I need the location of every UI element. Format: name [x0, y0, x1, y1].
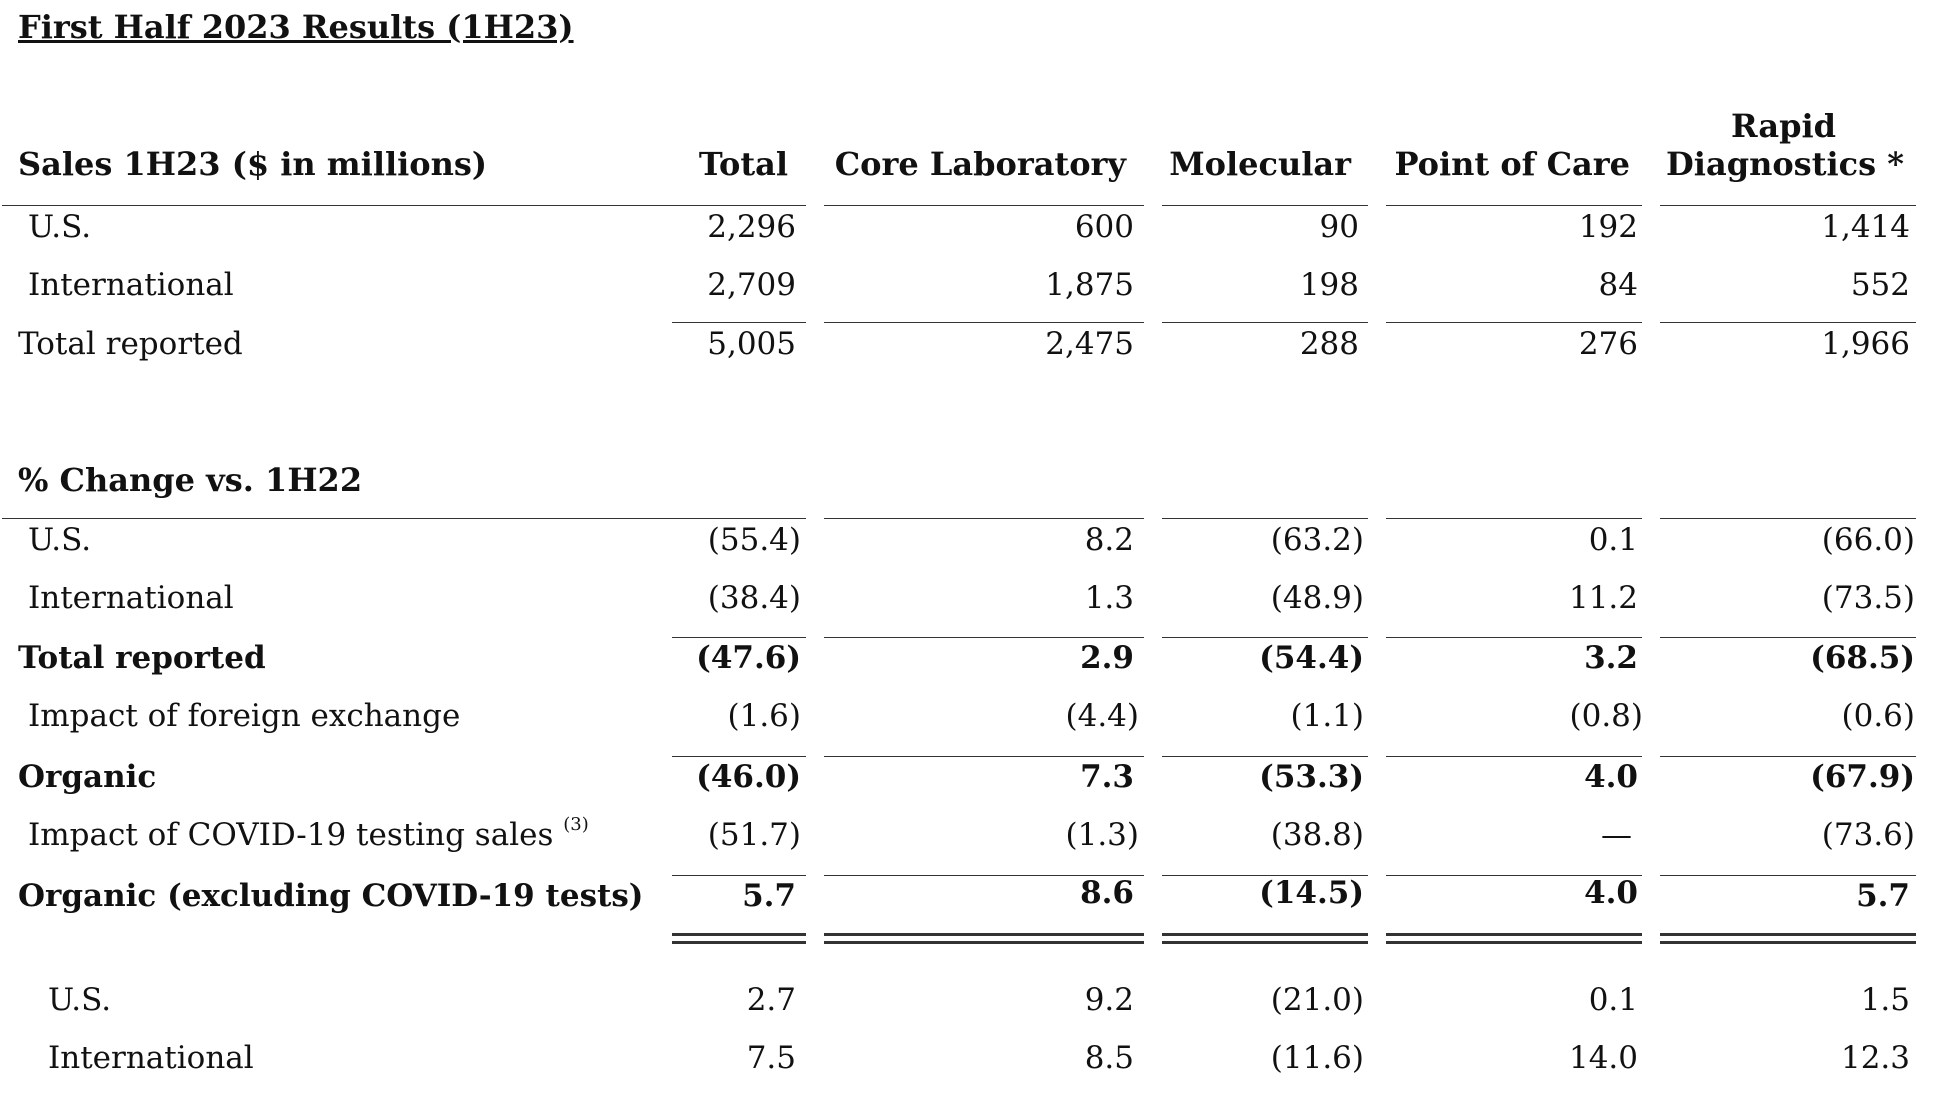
- divider: [1162, 205, 1368, 206]
- cell: 1.5: [1860, 982, 1910, 1018]
- cell: (11.6): [1270, 1040, 1364, 1076]
- divider: [2, 518, 806, 519]
- row-label: U.S.: [28, 209, 92, 245]
- col-header-total: Total: [698, 145, 788, 183]
- divider: [824, 756, 1144, 757]
- divider: [672, 322, 806, 323]
- divider: [2, 205, 806, 206]
- cell: (55.4): [707, 522, 801, 558]
- cell: (38.8): [1270, 817, 1364, 853]
- divider: [1660, 205, 1916, 206]
- cell: 192: [1578, 209, 1638, 245]
- row-label: U.S.: [28, 522, 92, 558]
- divider: [1386, 205, 1642, 206]
- divider: [1162, 637, 1368, 638]
- divider: [672, 756, 806, 757]
- cell: 2,475: [1045, 326, 1134, 362]
- divider: [1162, 518, 1368, 519]
- row-label-text: Impact of COVID-19 testing sales: [28, 817, 554, 853]
- row-label: Organic (excluding COVID-19 tests): [18, 878, 644, 914]
- row-label: Total reported: [18, 640, 266, 676]
- divider: [1660, 637, 1916, 638]
- cell: (1.6): [727, 698, 801, 734]
- divider: [672, 875, 806, 876]
- cell: (0.6): [1841, 698, 1915, 734]
- divider: [1386, 637, 1642, 638]
- cell: 5,005: [707, 326, 796, 362]
- cell: (0.8): [1569, 698, 1643, 734]
- double-rule: [672, 933, 806, 944]
- col-header-rapid-line2: Diagnostics *: [1666, 145, 1904, 183]
- page-title: First Half 2023 Results (1H23): [18, 8, 574, 46]
- cell: (4.4): [1065, 698, 1139, 734]
- cell: 11.2: [1568, 580, 1638, 616]
- row-label: International: [28, 580, 234, 616]
- divider: [1660, 322, 1916, 323]
- double-rule: [824, 933, 1144, 944]
- cell: 8.6: [1080, 875, 1134, 911]
- cell: 276: [1578, 326, 1638, 362]
- row-label: Impact of foreign exchange: [28, 698, 461, 734]
- cell: 14.0: [1568, 1040, 1638, 1076]
- cell: 552: [1850, 267, 1910, 303]
- divider: [824, 322, 1144, 323]
- cell: 90: [1319, 209, 1359, 245]
- row-label: International: [28, 267, 234, 303]
- cell: (1.3): [1065, 817, 1139, 853]
- cell: 2.7: [746, 982, 796, 1018]
- row-label: Total reported: [18, 326, 243, 362]
- col-header-rapid-line1: Rapid: [1731, 107, 1836, 145]
- cell: 12.3: [1840, 1040, 1910, 1076]
- divider: [1386, 322, 1642, 323]
- cell: (63.2): [1270, 522, 1364, 558]
- cell: (54.4): [1259, 640, 1364, 676]
- divider: [672, 637, 806, 638]
- cell: (67.9): [1810, 759, 1915, 795]
- col-header-poc: Point of Care: [1394, 145, 1630, 183]
- cell: 600: [1074, 209, 1134, 245]
- divider: [1660, 518, 1916, 519]
- cell: (68.5): [1810, 640, 1915, 676]
- cell: (47.6): [696, 640, 801, 676]
- cell: 1,966: [1821, 326, 1910, 362]
- cell: (48.9): [1270, 580, 1364, 616]
- cell: 4.0: [1584, 759, 1638, 795]
- cell: 3.2: [1584, 640, 1638, 676]
- divider: [824, 518, 1144, 519]
- footnote-marker: (3): [563, 814, 589, 835]
- cell: (46.0): [696, 759, 801, 795]
- divider: [1386, 756, 1642, 757]
- cell: 8.2: [1084, 522, 1134, 558]
- cell: 1.3: [1084, 580, 1134, 616]
- cell: 2,709: [707, 267, 796, 303]
- double-rule: [1660, 933, 1916, 944]
- cell: 9.2: [1084, 982, 1134, 1018]
- change-heading: % Change vs. 1H22: [18, 461, 363, 499]
- cell: (73.6): [1821, 817, 1915, 853]
- cell: (51.7): [707, 817, 801, 853]
- cell: 5.7: [1856, 878, 1910, 914]
- cell: 4.0: [1584, 875, 1638, 911]
- cell: (53.3): [1259, 759, 1364, 795]
- divider: [824, 637, 1144, 638]
- cell: 8.5: [1084, 1040, 1134, 1076]
- cell: 7.3: [1080, 759, 1134, 795]
- cell: 2,296: [707, 209, 796, 245]
- cell: —: [1601, 817, 1632, 853]
- row-label: U.S.: [48, 982, 112, 1018]
- cell: 7.5: [746, 1040, 796, 1076]
- cell: 0.1: [1588, 982, 1638, 1018]
- cell: 288: [1299, 326, 1359, 362]
- cell: 1,875: [1045, 267, 1134, 303]
- sales-heading: Sales 1H23 ($ in millions): [18, 145, 488, 183]
- cell: 2.9: [1080, 640, 1134, 676]
- cell: (1.1): [1290, 698, 1364, 734]
- cell: (38.4): [707, 580, 801, 616]
- cell: 0.1: [1588, 522, 1638, 558]
- divider: [1660, 756, 1916, 757]
- double-rule: [1162, 933, 1368, 944]
- cell: 198: [1299, 267, 1359, 303]
- row-label: Organic: [18, 759, 157, 795]
- row-label: International: [48, 1040, 254, 1076]
- cell: 84: [1598, 267, 1638, 303]
- cell: (66.0): [1821, 522, 1915, 558]
- divider: [1162, 322, 1368, 323]
- divider: [1660, 875, 1916, 876]
- col-header-molecular: Molecular: [1169, 145, 1351, 183]
- cell: 1,414: [1821, 209, 1910, 245]
- row-label: [28, 814, 589, 853]
- col-header-core-lab: Core Laboratory: [834, 145, 1126, 183]
- divider: [1162, 756, 1368, 757]
- divider: [1386, 518, 1642, 519]
- cell: (21.0): [1270, 982, 1364, 1018]
- divider: [824, 205, 1144, 206]
- cell: 5.7: [742, 878, 796, 914]
- double-rule: [1386, 933, 1642, 944]
- cell: (73.5): [1821, 580, 1915, 616]
- cell: (14.5): [1259, 875, 1364, 911]
